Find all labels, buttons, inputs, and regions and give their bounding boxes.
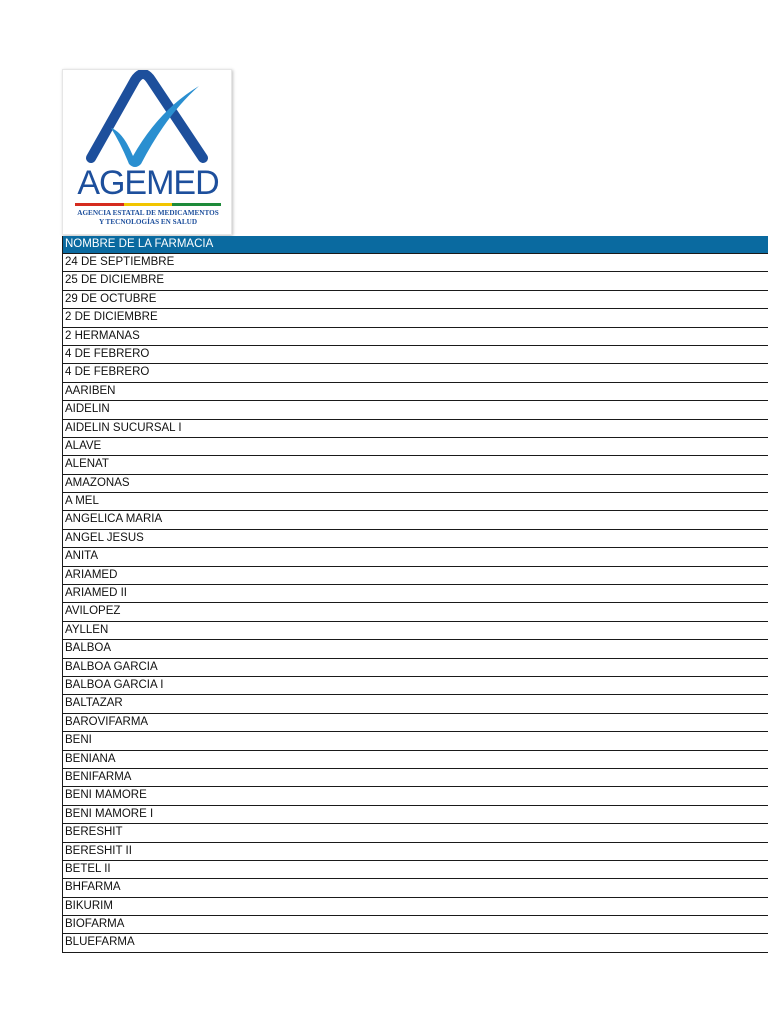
table-row: ARIAMED <box>62 567 768 585</box>
table-row: ARIAMED II <box>62 585 768 603</box>
table-row: 4 DE FEBRERO <box>62 364 768 382</box>
logo-subtitle <box>63 209 233 227</box>
table-row: ALAVE <box>62 438 768 456</box>
table-row: BIKURIM <box>62 898 768 916</box>
logo-color-stripes <box>75 203 221 206</box>
table-row: ALENAT <box>62 456 768 474</box>
table-row: 25 DE DICIEMBRE <box>62 272 768 290</box>
logo-wordmark: AGEMED <box>77 164 219 202</box>
table-row: BALTAZAR <box>62 695 768 713</box>
table-row: A MEL <box>62 493 768 511</box>
table-row: BALBOA GARCIA <box>62 659 768 677</box>
table-row: AYLLEN <box>62 622 768 640</box>
table-row: ANGEL JESUS <box>62 530 768 548</box>
logo-subtitle-line2: Y TECNOLOGÍAS EN SALUD <box>98 218 198 226</box>
table-row: AMAZONAS <box>62 475 768 493</box>
table-row: 24 DE SEPTIEMBRE <box>62 254 768 272</box>
table-row: BENIANA <box>62 751 768 769</box>
table-row: BALBOA GARCIA I <box>62 677 768 695</box>
table-row: BERESHIT <box>62 824 768 842</box>
agemed-logo <box>62 69 232 235</box>
table-row: BLUEFARMA <box>62 934 768 952</box>
table-row: BALBOA <box>62 640 768 658</box>
table-row: BERESHIT II <box>62 843 768 861</box>
table-row: BENI MAMORE I <box>62 806 768 824</box>
logo-subtitle-line1: AGENCIA ESTATAL DE MEDICAMENTOS <box>77 209 219 217</box>
table-row: 4 DE FEBRERO <box>62 346 768 364</box>
table-header: NOMBRE DE LA FARMACIA <box>62 236 768 254</box>
pharmacy-table <box>62 236 768 953</box>
table-row: BENIFARMA <box>62 769 768 787</box>
table-row: AIDELIN SUCURSAL I <box>62 420 768 438</box>
table-row: BHFARMA <box>62 879 768 897</box>
table-row: AARIBEN <box>62 383 768 401</box>
table-row: ANGELICA MARIA <box>62 511 768 529</box>
table-row: BENI <box>62 732 768 750</box>
table-row: ANITA <box>62 548 768 566</box>
table-row: 2 HERMANAS <box>62 328 768 346</box>
table-body <box>62 254 768 953</box>
table-row: AVILOPEZ <box>62 603 768 621</box>
table-row: BETEL II <box>62 861 768 879</box>
table-row: BENI MAMORE <box>62 787 768 805</box>
table-row: BIOFARMA <box>62 916 768 934</box>
table-row: AIDELIN <box>62 401 768 419</box>
table-row: 2 DE DICIEMBRE <box>62 309 768 327</box>
table-row: BAROVIFARMA <box>62 714 768 732</box>
table-row: 29 DE OCTUBRE <box>62 291 768 309</box>
